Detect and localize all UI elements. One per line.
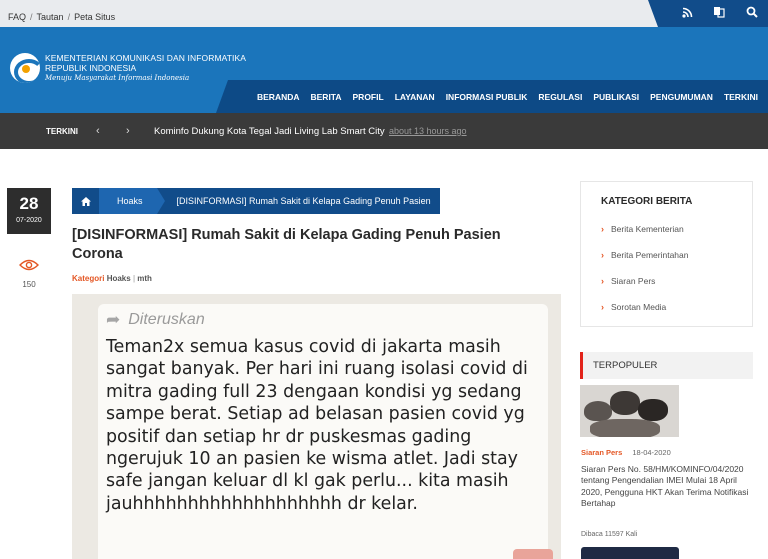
category-item[interactable]: › Berita Kementerian [601, 224, 684, 234]
article-date-day: 28 [19, 194, 39, 213]
breadcrumb-home[interactable] [72, 188, 99, 214]
translate-icon[interactable] [713, 6, 725, 21]
breadcrumb-category[interactable]: Hoaks [99, 188, 157, 214]
chevron-right-icon: › [601, 302, 604, 312]
category-panel [580, 181, 753, 327]
main-nav [228, 80, 768, 113]
meta-category-link[interactable]: Hoaks [106, 274, 131, 283]
article-image [72, 294, 561, 559]
popular-category: Siaran Pers [581, 448, 623, 457]
kominfo-emblem-icon [10, 53, 40, 83]
article-meta [72, 274, 152, 283]
category-item[interactable]: › Berita Pemerintahan [601, 250, 689, 260]
nav-publikasi[interactable]: PUBLIKASI [593, 91, 640, 102]
tautan-link[interactable]: Tautan [36, 11, 64, 22]
ticker-next-button[interactable]: › [126, 125, 130, 137]
article-date-badge [7, 188, 51, 234]
nav-pengumuman[interactable]: PENGUMUMAN [650, 91, 713, 102]
chevron-right-icon: › [601, 250, 604, 260]
nav-beranda[interactable]: BERANDA [257, 91, 300, 102]
category-item[interactable]: › Siaran Pers [601, 276, 656, 286]
link-separator: / [67, 11, 71, 22]
chat-message-text: Teman2x semua kasus covid di jakarta masih sangat banyak. Per hari ini ruang isolasi covid di mitra gading full 23 dengaan kondisi yg sedang sampe berat. Setiap ad belasan pasien covid yg positif dan setiap hr dr puskesmas gading ngerujuk 10 an pasien ke wisma atlet. Jadi stay safe jangan keluar dl kl gak perlu... kita masih jauhhhhhhhhhhhhhhhhhhh dr kelar. [106, 337, 528, 514]
eye-icon [19, 258, 39, 272]
view-count: 150 [22, 280, 36, 289]
kominfo-logo[interactable] [10, 53, 246, 83]
nav-berita[interactable]: BERITA [310, 91, 342, 102]
meta-separator: | [132, 274, 136, 283]
faq-link[interactable]: FAQ [8, 11, 27, 22]
nav-informasi-publik[interactable]: INFORMASI PUBLIK [445, 91, 528, 102]
nav-profil[interactable]: PROFIL [352, 91, 384, 102]
ticker-time: about 13 hours ago [389, 126, 467, 136]
ticker-label: TERKINI [46, 126, 78, 136]
meta-author: mth [137, 274, 152, 283]
meta-label: Kategori [72, 274, 105, 283]
popular-date: 18-04-2020 [632, 448, 671, 457]
chevron-right-icon: › [601, 276, 604, 286]
popular-title-link[interactable]: Siaran Pers No. 58/HM/KOMINFO/04/2020 tentang Pengendalian IMEI Mulai 18 April 2020, Pengguna HKT Akan Terima Notifikasi Bertahap [581, 464, 749, 508]
article-date-month-year: 07-2020 [16, 217, 42, 224]
forward-arrow-icon: ➦ [106, 310, 121, 329]
chevron-right-icon: › [601, 224, 604, 234]
utility-links [0, 12, 115, 22]
popular-meta [581, 448, 671, 457]
ministry-tagline: Menuju Masyarakat Informasi Indonesia [45, 74, 190, 82]
forwarded-label [106, 310, 205, 330]
breadcrumb [72, 188, 440, 214]
home-icon [81, 197, 91, 206]
category-panel-title: KATEGORI BERITA [601, 196, 693, 207]
site-header [0, 27, 768, 113]
popular-header: TERPOPULER [580, 352, 753, 379]
category-list [601, 224, 689, 328]
breadcrumb-current: [DISINFORMASI] Rumah Sakit di Kelapa Gading Penuh Pasien [157, 188, 440, 214]
peta-situs-link[interactable]: Peta Situs [74, 11, 116, 22]
nav-layanan[interactable]: LAYANAN [394, 91, 435, 102]
nav-regulasi[interactable]: REGULASI [538, 91, 583, 102]
popular-read-count: Dibaca 11597 Kali [581, 531, 638, 538]
forwarded-text: Diteruskan [128, 311, 205, 328]
article-title: [DISINFORMASI] Rumah Sakit di Kelapa Gading Penuh Pasien Corona [72, 227, 501, 262]
main-nav-bar [228, 80, 768, 113]
ministry-name-line2: REPUBLIK INDONESIA [45, 63, 137, 73]
search-icon[interactable] [746, 6, 758, 21]
popular-thumbnail[interactable] [580, 385, 679, 437]
news-ticker [0, 113, 768, 149]
ticker-headline-link[interactable]: Kominfo Dukung Kota Tegal Jadi Living Lab Smart City [154, 125, 385, 137]
ticker-prev-button[interactable]: ‹ [96, 125, 100, 137]
ministry-name-line1: KEMENTERIAN KOMUNIKASI DAN INFORMATIKA [45, 53, 247, 63]
link-separator: / [30, 11, 33, 22]
popular-thumbnail-2[interactable] [581, 547, 679, 559]
utility-tools [658, 0, 768, 27]
nav-terkini[interactable]: TERKINI [723, 91, 758, 102]
category-item[interactable]: › Sorotan Media [601, 302, 667, 312]
image-corner-mark [513, 549, 553, 559]
rss-icon[interactable] [682, 7, 693, 21]
